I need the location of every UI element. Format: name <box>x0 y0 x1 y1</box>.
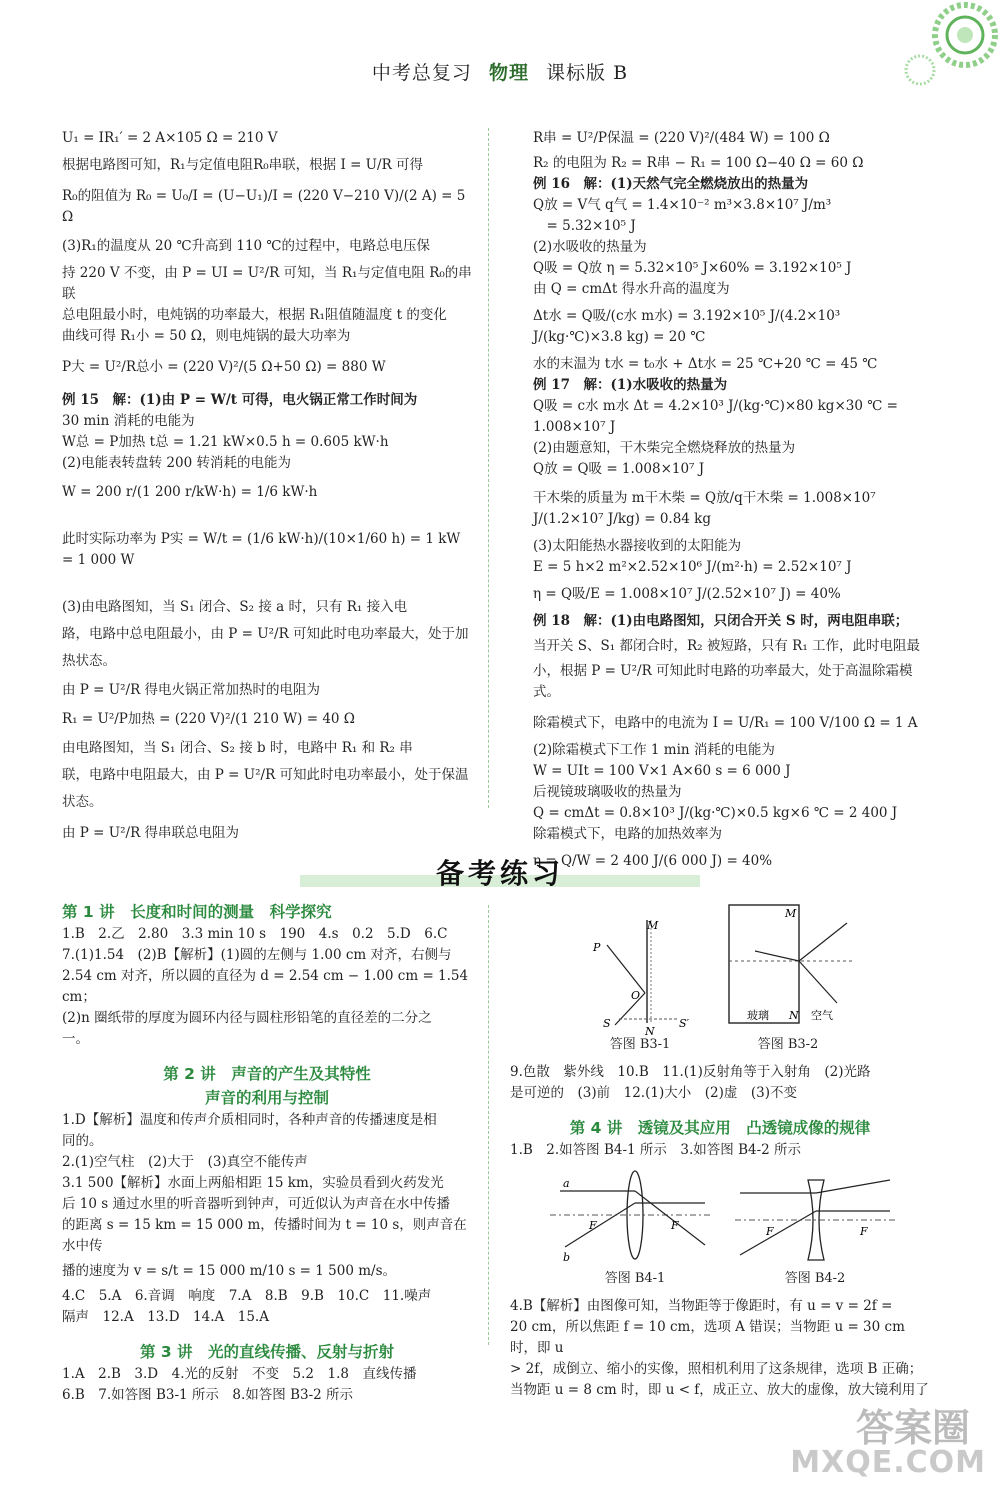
figure-b4-1 <box>545 1165 715 1265</box>
text-line: 干木柴的质量为 m干木柴 = Q放/q干木柴 = 1.008×10⁷ J/(1.2×10⁷ J/kg) = 0.84 kg <box>533 490 876 527</box>
text-line: 根据电路图可知，R₁与定值电阻R₀串联，根据 I = U/R 可得 <box>62 157 424 173</box>
label: N <box>645 1025 655 1035</box>
practice-left-column <box>62 900 472 1406</box>
text-line: 2.(1)空气柱 (2)大于 (3)真空不能传声 <box>62 1154 308 1170</box>
text-line: U₁ = IR₁′ = 2 A×105 Ω = 210 V <box>62 130 278 146</box>
text-line: 例 18 解：(1)由电路图知，只闭合开关 S 时，两电阻串联； <box>533 613 909 629</box>
text-line: Q = cmΔt = 0.8×10³ J/(kg·℃)×0.5 kg×6 ℃ = 2 400 J <box>533 805 898 821</box>
text-line: (2)水吸收的热量为 <box>533 239 647 255</box>
text-line: R₁ = U²/P加热 = (220 V)²/(1 210 W) = 40 Ω <box>62 711 355 727</box>
text-line: 持 220 V 不变，由 P = UI = U²/R 可知，当 R₁与定值电阻 R₀的串联 <box>62 265 472 302</box>
header-subject: 物理 <box>488 62 529 84</box>
text-line: (2)由题意知，干木柴完全燃烧释放的热量为 <box>533 440 796 456</box>
text-line: 后视镜玻璃吸收的热量为 <box>533 784 682 800</box>
figure-b4-1-caption: 答图 B4-1 <box>604 1271 666 1286</box>
text-line: 例 17 解：(1)水吸收的热量为 <box>533 377 728 393</box>
text-line: 1.D【解析】温度和传声介质相同时，各种声音的传播速度是相 <box>62 1112 437 1128</box>
column-divider <box>488 905 489 1345</box>
text-line: Q吸 = c水 m水 Δt = 4.2×10³ J/(kg·℃)×80 kg×30 ℃ = <box>533 398 898 414</box>
text-line: 20 cm，所以焦距 f = 10 cm，选项 A 错误；当物距 u = 30 cm 时，即 u <box>510 1319 905 1356</box>
text-line: 1.B 2.乙 2.80 3.3 min 10 s 190 4.s 0.2 5.D 6.C <box>62 926 448 942</box>
lecture-3-title: 第 3 讲 光的直线传播、反射与折射 <box>139 1343 395 1361</box>
text-line: W = 200 r/(1 200 r/kW·h) = 1/6 kW·h <box>62 484 318 500</box>
text-line: Δt水 = Q吸/(c水 m水) = 3.192×10⁵ J/(4.2×10³ J/(kg·℃)×3.8 kg) = 20 ℃ <box>533 308 841 345</box>
text-line: (2)电能表转盘转 200 转消耗的电能为 <box>62 455 291 471</box>
text-line: 3.1 500【解析】水面上两船相距 15 km，实验员看到火药发光 <box>62 1175 444 1191</box>
text-line: 1.B 2.如答图 B4-1 所示 3.如答图 B4-2 所示 <box>510 1142 802 1158</box>
text-line: 联，电路中电阻最大，由 P = U²/R 可知此时电功率最小，处于保温 <box>62 767 469 783</box>
text-line: 同的。 <box>62 1133 103 1149</box>
column-divider <box>488 128 489 808</box>
text-line: 是可逆的 (3)前 12.(1)大小 (2)虚 (3)不变 <box>510 1085 797 1101</box>
text-line: 水的末温为 t水 = t₀水 + Δt水 = 25 ℃+20 ℃ = 45 ℃ <box>533 356 878 372</box>
solution-right-column <box>533 128 933 872</box>
label: a <box>563 1177 570 1190</box>
text-line: W = UIt = 100 V×1 A×60 s = 6 000 J <box>533 763 791 779</box>
text-line: 路，电路中总电阻最小，由 P = U²/R 可知此时电功率最大，处于加 <box>62 626 469 642</box>
label: S <box>603 1017 611 1030</box>
label: b <box>563 1251 571 1264</box>
lecture-1-title: 第 1 讲 长度和时间的测量 科学探究 <box>62 903 332 921</box>
text-line: 总电阻最小时，电炖锅的功率最大，根据 R₁阻值随温度 t 的变化 <box>62 307 447 323</box>
text-line: 除霜模式下，电路中的电流为 I = U/R₁ = 100 V/100 Ω = 1 A <box>533 715 918 731</box>
text-line: 例 16 解：(1)天然气完全燃烧放出的热量为 <box>533 176 809 192</box>
text-line: 7.(1)1.54 (2)B【解析】(1)圆的左侧与 1.00 cm 对齐，右侧与 <box>62 947 452 963</box>
text-line: 隔声 12.A 13.D 14.A 15.A <box>62 1309 269 1325</box>
page-header <box>0 58 1000 85</box>
text-line: R₂ 的电阻为 R₂ = R串 − R₁ = 100 Ω−40 Ω = 60 Ω <box>533 155 864 171</box>
figure-b3-2-caption: 答图 B3-2 <box>757 1037 819 1052</box>
text-line: 4.B【解析】由图像可知，当物距等于像距时，有 u = v = 2f = <box>510 1298 893 1314</box>
label: 玻璃 <box>747 1009 769 1022</box>
text-line: 当物距 u = 8 cm 时，即 u < f，成正立、放大的虚像，放大镜利用了 <box>510 1382 929 1398</box>
text-line: > 2f，成倒立、缩小的实像，照相机利用了这条规律，选项 B 正确； <box>510 1361 923 1377</box>
text-line: P大 = U²/R总小 = (220 V)²/(5 Ω+50 Ω) = 880 W <box>62 359 386 375</box>
text-line: 状态。 <box>62 794 103 810</box>
text-line: Q放 = Q吸 = 1.008×10⁷ J <box>533 461 705 477</box>
text-line: (3)太阳能热水器接收到的太阳能为 <box>533 538 742 554</box>
label: M <box>785 907 797 920</box>
text-line: 9.色散 紫外线 10.B 11.(1)反射角等于入射角 (2)光路 <box>510 1064 871 1080</box>
text-line: 除霜模式下，电路的加热效率为 <box>533 826 722 842</box>
text-line: 由 P = U²/R 得串联总电阻为 <box>62 825 240 841</box>
section-title: 备考练习 <box>435 857 564 890</box>
text-line: 由电路图知，当 S₁ 闭合、S₂ 接 b 时，电路中 R₁ 和 R₂ 串 <box>62 740 413 756</box>
header-prefix: 中考总复习 <box>371 62 472 84</box>
figure-b4-2 <box>730 1175 900 1265</box>
label: M <box>647 919 659 932</box>
watermark-site: MXQE.COM <box>790 1445 986 1480</box>
text-line: 4.C 5.A 6.音调 响度 7.A 8.B 9.B 10.C 11.噪声 <box>62 1288 432 1304</box>
text-line: (2)n 圈纸带的厚度为圆环内径与圆柱形铅笔的直径差的二分之 <box>62 1010 432 1026</box>
text-line: 2.54 cm 对齐，所以圆的直径为 d = 2.54 cm − 1.00 cm = 1.54 cm； <box>62 968 469 1005</box>
lecture-2-title: 第 2 讲 声音的产生及其特性 <box>163 1065 371 1083</box>
label: F <box>671 1219 679 1232</box>
lecture-2-subtitle: 声音的利用与控制 <box>204 1089 329 1107</box>
watermark-logo: 答案圈 <box>855 1406 970 1450</box>
text-line: 例 15 解：(1)由 P = W/t 可得，电火锅正常工作时间为 <box>62 392 418 408</box>
text-line: E = 5 h×2 m²×2.52×10⁶ J/(m²·h) = 2.52×10⁷ J <box>533 559 852 575</box>
label: N <box>789 1009 799 1022</box>
solution-left-column <box>62 128 472 844</box>
text-line: 小，根据 P = U²/R 可知此时电路的功率最大，处于高温除霜模式。 <box>533 663 913 700</box>
text-line: Q放 = V气 q气 = 1.4×10⁻² m³×3.8×10⁷ J/m³ <box>533 197 832 213</box>
figure-b3-1 <box>585 915 705 1035</box>
practice-right-column-bottom <box>510 1296 930 1401</box>
text-line: 播的速度为 v = s/t = 15 000 m/10 s = 1 500 m/s。 <box>62 1263 396 1279</box>
text-line: 由 Q = cmΔt 得水升高的温度为 <box>533 281 730 297</box>
text-line: η = Q吸/E = 1.008×10⁷ J/(2.52×10⁷ J) = 40% <box>533 586 841 602</box>
text-line: 后 10 s 通过水里的听音器听到钟声，可近似认为声音在水中传播 <box>62 1196 450 1212</box>
text-line: W总 = P加热 t总 = 1.21 kW×0.5 h = 0.605 kW·h <box>62 434 389 450</box>
label: S′ <box>679 1017 690 1030</box>
text-line: 的距离 s = 15 km = 15 000 m，传播时间为 t = 10 s，则声音在水中传 <box>62 1217 467 1254</box>
practice-right-column <box>510 1062 930 1161</box>
figure-b4-2-caption: 答图 B4-2 <box>784 1271 846 1286</box>
figure-b3-1-caption: 答图 B3-1 <box>609 1037 671 1052</box>
text-line: (2)除霜模式下工作 1 min 消耗的电能为 <box>533 742 775 758</box>
figure-b3-2 <box>727 903 857 1028</box>
text-line: (3)由电路图知，当 S₁ 闭合、S₂ 接 a 时，只有 R₁ 接入电 <box>62 599 408 615</box>
text-line: 曲线可得 R₁小 = 50 Ω，则电炖锅的最大功率为 <box>62 328 351 344</box>
header-edition: 课标版 B <box>546 62 629 84</box>
text-line: 6.B 7.如答图 B3-1 所示 8.如答图 B3-2 所示 <box>62 1387 354 1403</box>
label: O <box>631 989 641 1002</box>
text-line: η = Q/W = 2 400 J/(6 000 J) = 40% <box>533 853 773 869</box>
label: F <box>860 1225 868 1238</box>
label: F <box>766 1225 774 1238</box>
label: P <box>593 941 601 954</box>
text-line: 一。 <box>62 1031 89 1047</box>
text-line: = 5.32×10⁵ J <box>533 218 636 234</box>
text-line: 1.A 2.B 3.D 4.光的反射 不变 5.2 1.8 直线传播 <box>62 1366 417 1382</box>
text-line: (3)R₁的温度从 20 ℃升高到 110 ℃的过程中，电路总电压保 <box>62 238 431 254</box>
label: 空气 <box>811 1009 833 1022</box>
text-line: R₀的阻值为 R₀ = U₀/I = (U−U₁)/I = (220 V−210 V)/(2 A) = 5 Ω <box>62 188 466 225</box>
text-line: 热状态。 <box>62 653 116 669</box>
corner-decoration <box>880 0 1000 110</box>
text-line: 1.008×10⁷ J <box>533 419 616 435</box>
text-line: 此时实际功率为 P实 = W/t = (1/6 kW·h)/(10×1/60 h) = 1 kW = 1 000 W <box>62 531 461 568</box>
lecture-4-title: 第 4 讲 透镜及其应用 凸透镜成像的规律 <box>569 1119 871 1137</box>
text-line: Q吸 = Q放 η = 5.32×10⁵ J×60% = 3.192×10⁵ J <box>533 260 852 276</box>
text-line: 30 min 消耗的电能为 <box>62 413 195 429</box>
text-line: 当开关 S、S₁ 都闭合时，R₂ 被短路，只有 R₁ 工作，此时电阻最 <box>533 638 921 654</box>
label: F <box>589 1219 597 1232</box>
text-line: R串 = U²/P保温 = (220 V)²/(484 W) = 100 Ω <box>533 130 830 146</box>
text-line: 由 P = U²/R 得电火锅正常加热时的电阻为 <box>62 682 321 698</box>
